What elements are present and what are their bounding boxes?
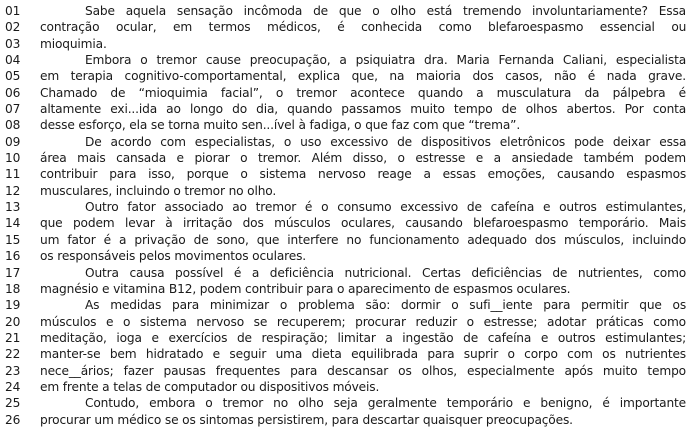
text-line — [0, 232, 696, 248]
line-text: músculos e o sistema nervoso se recuperem; procurar reduzir o estresse; adotar práticas como — [40, 314, 686, 329]
line-text: um fator é a privação de sono, que interfere no funcionamento adequado dos músculos, incluindo — [40, 232, 686, 247]
line-number: 19 — [5, 298, 21, 313]
line-number: 05 — [5, 69, 21, 84]
text-line — [0, 265, 696, 281]
line-text: mioquimia. — [40, 36, 107, 51]
line-number: 26 — [5, 412, 21, 427]
paragraph-first-line: Outro fator associado ao tremor é o consumo excessivo de cafeína e outros estimulantes, — [85, 200, 687, 215]
line-number: 01 — [5, 4, 21, 18]
line-text: desse esforço, ela se torna muito sen...ível à fadiga, o que faz com que “trema”. — [40, 118, 521, 133]
line-text: nece__ários; fazer pausas frequentes para descansar os olhos, especialmente após muito tempo — [40, 363, 686, 378]
line-number: 25 — [5, 396, 21, 411]
text-line — [0, 117, 696, 133]
line-text: musculares, incluindo o tremor no olho. — [40, 183, 277, 198]
paragraph-first-line: Contudo, embora o tremor no olho seja geralmente temporário e benigno, é importante — [85, 396, 687, 411]
paragraph-first-line: Sabe aquela sensação incômoda de que o olho está tremendo involuntariamente? Essa — [85, 4, 686, 18]
paragraph-first-line: Embora o tremor cause preocupação, a psiquiatra dra. Maria Fernanda Caliani, especialista — [85, 53, 687, 68]
line-text: contribuir para isso, porque o sistema nervoso reage a essas emoções, causando espasmos — [40, 167, 687, 182]
line-number: 10 — [5, 151, 21, 166]
line-number: 20 — [5, 314, 21, 329]
text-line — [0, 68, 696, 84]
line-number: 13 — [5, 200, 21, 215]
line-number: 24 — [5, 379, 21, 394]
line-number: 04 — [5, 53, 21, 68]
line-number: 08 — [5, 118, 21, 133]
line-text: magnésio e vitamina B12, podem contribuir para o aparecimento de espasmos oculares. — [40, 281, 571, 296]
text-line — [0, 19, 696, 35]
line-number: 09 — [5, 134, 21, 149]
line-number: 07 — [5, 102, 21, 117]
text-line — [0, 248, 696, 264]
text-line — [0, 395, 696, 411]
text-line — [0, 85, 696, 101]
text-line — [0, 346, 696, 362]
line-text: os responsáveis pelos movimentos oculares. — [40, 249, 307, 264]
text-line — [0, 183, 696, 199]
line-text: manter-se bem hidratado e seguir uma dieta equilibrada para suprir o corpo com os nutrientes — [40, 347, 686, 362]
text-line — [0, 412, 696, 428]
paragraph-first-line: De acordo com especialistas, o uso excessivo de dispositivos eletrônicos pode deixar essa — [85, 134, 687, 149]
line-number: 21 — [5, 330, 21, 345]
line-number: 14 — [5, 216, 21, 231]
line-text: altamente exi...ida ao longo do dia, quando passamos muito tempo de olhos abertos. Por conta — [40, 102, 687, 117]
text-line — [0, 166, 696, 182]
line-number: 03 — [5, 36, 21, 51]
text-line — [0, 379, 696, 395]
text-line — [0, 101, 696, 117]
line-number: 12 — [5, 183, 21, 198]
paragraph-first-line: As medidas para minimizar o problema são: dormir o sufi__iente para permitir que os — [85, 298, 687, 313]
line-text: em frente a telas de computador ou dispositivos móveis. — [40, 379, 380, 394]
line-number: 17 — [5, 265, 21, 280]
paragraph-first-line: Outra causa possível é a deficiência nutricional. Certas deficiências de nutrientes, como — [85, 265, 687, 280]
line-number: 22 — [5, 347, 21, 362]
line-text: Chamado de “mioquimia facial”, o tremor acontece quando a musculatura da pálpebra é — [40, 85, 686, 100]
line-text: meditação, ioga e exercícios de respiração; limitar a ingestão de cafeína e outros estimulantes; — [40, 330, 687, 345]
line-number: 11 — [5, 167, 21, 182]
line-text: procurar um médico se os sintomas persistirem, para descartar quaisquer preocupações. — [40, 412, 573, 427]
text-line — [0, 297, 696, 313]
text-line — [0, 150, 696, 166]
line-text: em terapia cognitivo-comportamental, explica que, na maioria dos casos, não é nada grave. — [40, 69, 686, 84]
numbered-text-document — [0, 3, 696, 428]
text-line — [0, 36, 696, 52]
line-number: 06 — [5, 85, 21, 100]
line-number: 18 — [5, 281, 21, 296]
line-number: 02 — [5, 20, 21, 35]
text-line — [0, 363, 696, 379]
text-line — [0, 52, 696, 68]
line-text: área mais cansada e piorar o tremor. Além disso, o estresse e a ansiedade também podem — [40, 151, 686, 166]
line-text: que podem levar à irritação dos músculos oculares, causando blefaroespasmo temporário. Mais — [40, 216, 687, 231]
line-text: contração ocular, em termos médicos, é conhecida como blefaroespasmo essencial ou — [40, 20, 687, 35]
text-line — [0, 330, 696, 346]
text-line — [0, 3, 696, 19]
text-line — [0, 215, 696, 231]
line-number: 23 — [5, 363, 21, 378]
line-number: 15 — [5, 232, 21, 247]
text-line — [0, 199, 696, 215]
text-line — [0, 281, 696, 297]
text-line — [0, 134, 696, 150]
text-line — [0, 314, 696, 330]
line-number: 16 — [5, 249, 21, 264]
